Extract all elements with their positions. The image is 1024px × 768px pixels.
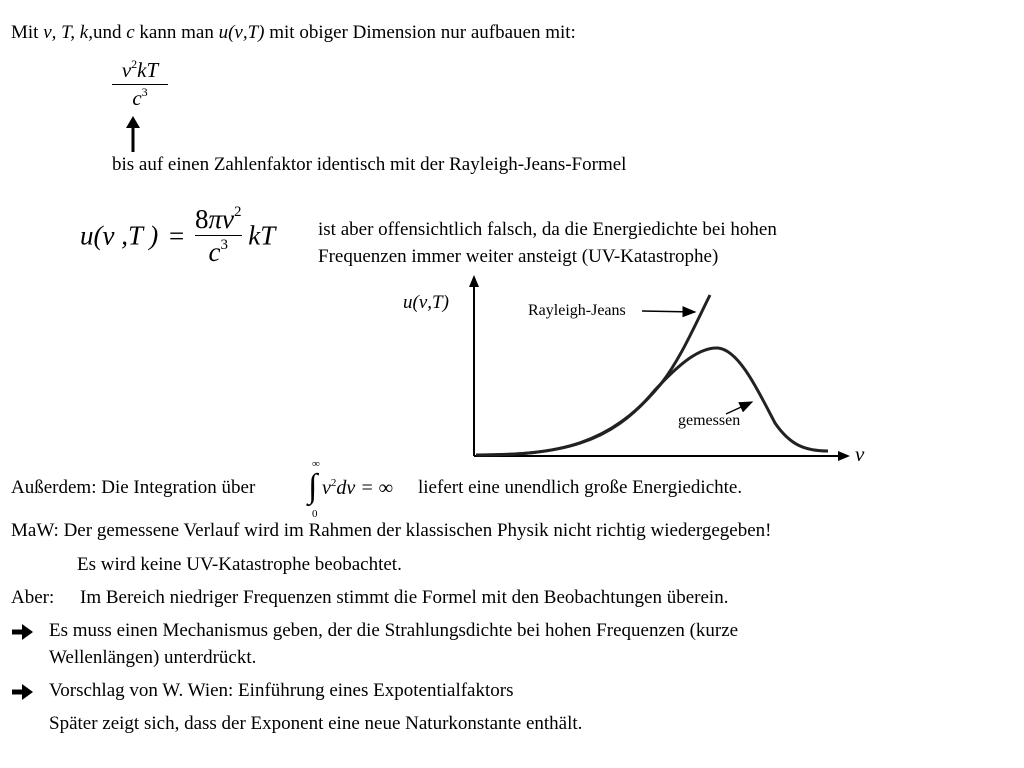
rayleigh-jeans-formula <box>80 204 275 267</box>
denominator-c: c <box>208 237 221 267</box>
integral-suffix: liefert eine unendlich große Energiedichte. <box>418 477 743 498</box>
integrand-nu: ν <box>322 477 331 499</box>
integral-lower-limit: 0 <box>312 508 318 520</box>
y-axis-label: u(ν,T) <box>403 292 449 313</box>
bullet2-text: Vorschlag von W. Wien: Einführung eines Expotentialfaktors <box>49 680 514 701</box>
denominator-exponent: 3 <box>220 237 228 253</box>
fraction-numerator <box>112 58 168 82</box>
rayleigh-jeans-note: bis auf einen Zahlenfaktor identisch mit der Rayleigh-Jeans-Formel <box>112 154 627 175</box>
rayleigh-jeans-label: Rayleigh-Jeans <box>528 302 626 319</box>
integral-expression <box>304 458 416 522</box>
intro-line <box>11 22 576 44</box>
rayleigh-jeans-label-arrow <box>642 311 695 312</box>
integrand <box>322 477 393 500</box>
no-uv-statement: Es wird keine UV-Katastrophe beobachtet. <box>77 554 402 575</box>
integrand-exponent: 2 <box>330 477 337 489</box>
formula-comment-line1: ist aber offensichtlich falsch, da die Energiedichte bei hohen <box>318 219 777 240</box>
integral-prefix: Außerdem: Die Integration über <box>11 477 256 498</box>
maw-statement: MaW: Der gemessene Verlauf wird im Rahmen der klassischen Physik nicht richtig wiedergegeben! <box>11 520 772 541</box>
c-exponent: 3 <box>141 85 148 99</box>
variable-u: u <box>218 22 229 43</box>
bullet1-line2: Wellenlängen) unterdrückt. <box>49 647 257 668</box>
formula-numerator <box>195 204 242 234</box>
nu-exponent: 2 <box>131 57 138 71</box>
integrand-dnu: dν = ∞ <box>336 477 394 499</box>
pi-nu-term: πν <box>208 204 234 234</box>
arrow-right-icon <box>12 684 34 700</box>
aber-label: Aber: <box>11 587 55 608</box>
fraction-bar <box>112 84 168 85</box>
formula-equals: = <box>169 220 185 251</box>
c-symbol: c <box>132 86 142 110</box>
formula-fraction-bar <box>195 235 242 236</box>
formula-u: u <box>80 220 94 251</box>
numerator-exponent: 2 <box>234 204 242 220</box>
formula-comment-line2: Frequenzen immer weiter ansteigt (UV-Katastrophe) <box>318 246 719 267</box>
formula-args: (ν ,T ) <box>93 220 159 251</box>
formula-denominator <box>195 237 242 267</box>
rayleigh-jeans-curve <box>476 295 710 455</box>
text-mit: Mit <box>11 22 39 43</box>
text-dimension: mit obiger Dimension nur aufbauen mit: <box>269 22 576 43</box>
up-arrow-icon <box>123 116 143 154</box>
text-und: und <box>92 22 122 43</box>
aber-text: Im Bereich niedriger Frequenzen stimmt die Formel mit den Beobachtungen überein. <box>80 587 729 608</box>
numeral-8: 8 <box>194 204 209 234</box>
arrow-right-icon <box>12 624 34 640</box>
variable-c: c <box>126 22 135 43</box>
formula-kT: kT <box>248 220 276 251</box>
x-axis-arrow-icon <box>838 451 850 461</box>
integral-sign-icon: ∫ <box>308 468 318 505</box>
bullet1-line1: Es muss einen Mechanismus geben, der die Strahlungsdichte bei hohen Frequenzen (kurze <box>49 620 739 641</box>
u-arguments: (ν,T) <box>228 22 265 43</box>
x-axis-label: ν <box>855 442 865 466</box>
y-axis-arrow-icon <box>469 275 479 287</box>
dimension-fraction <box>112 58 168 109</box>
text-kann-man: kann man <box>139 22 214 43</box>
variables-list: ν, T, k, <box>43 22 93 43</box>
integral-upper-limit: ∞ <box>312 458 320 470</box>
measured-curve <box>476 348 828 455</box>
fraction-denominator <box>112 87 168 109</box>
later-statement: Später zeigt sich, dass der Exponent eine neue Naturkonstante enthält. <box>49 713 583 734</box>
kT-term: kT <box>137 58 159 82</box>
formula-fraction <box>195 204 242 267</box>
nu-symbol: ν <box>121 58 132 82</box>
spectrum-plot <box>390 275 880 475</box>
measured-label: gemessen <box>678 412 741 429</box>
